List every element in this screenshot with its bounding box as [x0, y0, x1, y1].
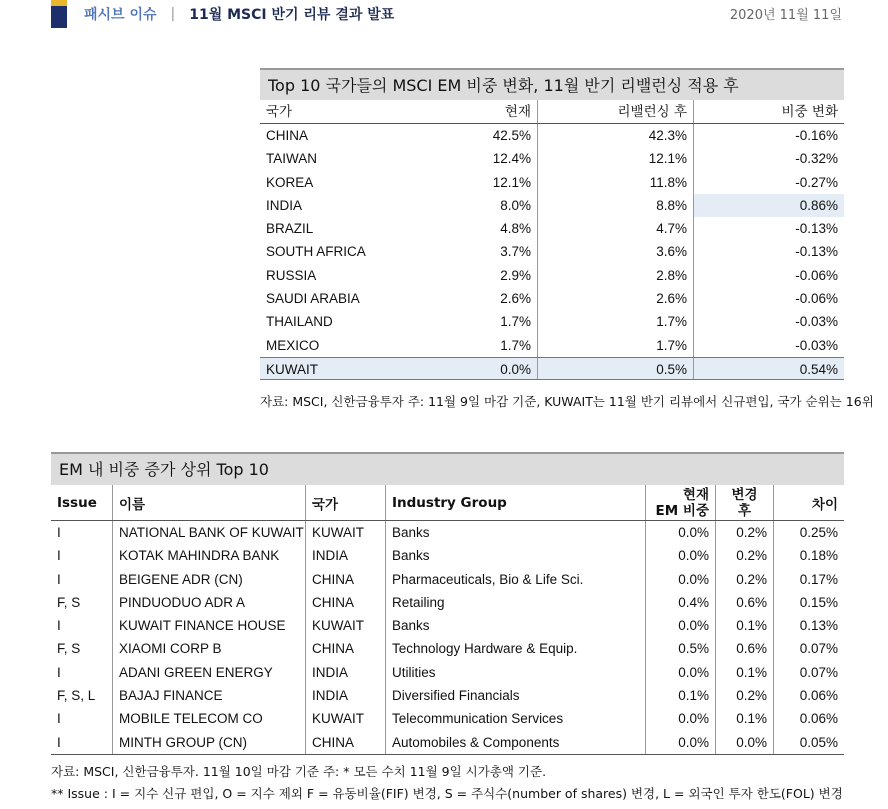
country-cell: INDIA	[306, 661, 386, 684]
issue-cell: I	[51, 568, 113, 591]
after-weight-cell: 0.0%	[716, 731, 774, 754]
country-cell: INDIA	[306, 544, 386, 567]
after-weight-cell: 1.7%	[538, 334, 694, 357]
table-row	[51, 637, 844, 660]
col-name: 이름	[113, 485, 306, 520]
current-weight-cell: 2.6%	[418, 287, 538, 310]
issue-cell: F, S	[51, 591, 113, 614]
report-title: 11월 MSCI 반기 리뷰 결과 발표	[189, 7, 395, 23]
country-weight-table	[260, 68, 844, 380]
country-cell: INDIA	[306, 684, 386, 707]
table-row	[51, 568, 844, 591]
diff-cell: 0.15%	[799, 594, 838, 610]
country-cell: RUSSIA	[266, 267, 317, 283]
current-weight-cell: 0.5%	[646, 637, 716, 660]
table-row	[260, 194, 844, 217]
table-row	[51, 521, 844, 544]
col-after-line1: 변경	[731, 486, 758, 503]
weight-change-cell: -0.13%	[795, 221, 838, 237]
table-row	[260, 147, 844, 170]
name-cell: BAJAJ FINANCE	[113, 684, 306, 707]
table-row	[260, 171, 844, 194]
weight-change-cell: 0.54%	[799, 361, 838, 377]
industry-cell: Telecommunication Services	[386, 707, 646, 730]
after-weight-cell: 0.6%	[716, 637, 774, 660]
top10-increase-table	[51, 452, 844, 755]
current-weight-cell: 0.1%	[646, 684, 716, 707]
current-weight-cell: 0.0%	[646, 661, 716, 684]
country-cell: BRAZIL	[266, 221, 314, 237]
current-weight-cell: 0.0%	[646, 521, 716, 544]
report-logo-mark	[51, 0, 67, 28]
country-cell: CHINA	[306, 568, 386, 591]
name-cell: PINDUODUO ADR A	[113, 591, 306, 614]
top10-table-issue-legend: ** Issue : I = 지수 신규 편입, O = 지수 제외 F = 유동비율(FIF) 변경, S = 주식수(number of shares) 변경, L = 외국인 투자 한도(FOL) 변경	[51, 786, 843, 801]
table-row	[260, 264, 844, 287]
issue-cell: I	[51, 614, 113, 637]
col-diff: 차이	[811, 496, 838, 513]
current-weight-cell: 42.5%	[418, 124, 538, 147]
country-weight-table-body	[260, 124, 844, 380]
after-weight-cell: 0.6%	[716, 591, 774, 614]
country-cell: THAILAND	[266, 314, 333, 330]
after-weight-cell: 11.8%	[538, 171, 694, 194]
current-weight-cell: 0.4%	[646, 591, 716, 614]
name-cell: XIAOMI CORP B	[113, 637, 306, 660]
industry-cell: Automobiles & Components	[386, 731, 646, 754]
country-cell: TAIWAN	[266, 151, 317, 167]
diff-cell: 0.17%	[799, 571, 838, 587]
top10-table-source-note: 자료: MSCI, 신한금융투자. 11월 10일 마감 기준 주: * 모든 수치 11월 9일 시가총액 기준.	[51, 764, 547, 779]
after-weight-cell: 0.1%	[716, 614, 774, 637]
table-row	[51, 684, 844, 707]
current-weight-cell: 0.0%	[646, 544, 716, 567]
weight-change-cell: -0.03%	[795, 314, 838, 330]
weight-change-cell: -0.03%	[795, 337, 838, 353]
table-row	[51, 544, 844, 567]
after-weight-cell: 12.1%	[538, 147, 694, 170]
report-date: 2020년 11월 11일	[729, 8, 842, 23]
table-row	[260, 310, 844, 333]
diff-cell: 0.13%	[799, 618, 838, 634]
after-weight-cell: 0.2%	[716, 684, 774, 707]
current-weight-cell: 3.7%	[418, 240, 538, 263]
col-current-line1: 현재	[682, 486, 709, 503]
col-change: 비중 변화	[781, 104, 838, 120]
after-weight-cell: 4.7%	[538, 217, 694, 240]
after-weight-cell: 2.6%	[538, 287, 694, 310]
top10-increase-table-title: EM 내 비중 증가 상위 Top 10	[51, 452, 844, 485]
diff-cell: 0.07%	[799, 664, 838, 680]
issue-cell: I	[51, 521, 113, 544]
table-row	[260, 240, 844, 263]
report-category: 패시브 이슈	[84, 7, 157, 23]
name-cell: BEIGENE ADR (CN)	[113, 568, 306, 591]
table-row	[51, 591, 844, 614]
after-weight-cell: 0.5%	[538, 358, 694, 379]
name-cell: NATIONAL BANK OF KUWAIT	[113, 521, 306, 544]
table-row	[260, 357, 844, 380]
name-cell: KOTAK MAHINDRA BANK	[113, 544, 306, 567]
diff-cell: 0.07%	[799, 641, 838, 657]
col-current: 현재	[418, 100, 538, 123]
after-weight-cell: 42.3%	[538, 124, 694, 147]
table-row	[260, 217, 844, 240]
issue-cell: I	[51, 544, 113, 567]
table-row	[260, 124, 844, 147]
after-weight-cell: 0.2%	[716, 521, 774, 544]
col-country: 국가	[306, 485, 386, 520]
name-cell: KUWAIT FINANCE HOUSE	[113, 614, 306, 637]
col-current-weight	[646, 485, 716, 520]
name-cell: MINTH GROUP (CN)	[113, 731, 306, 754]
country-cell: CHINA	[266, 128, 309, 143]
table-row	[51, 661, 844, 684]
country-weight-table-header	[260, 100, 844, 124]
industry-cell: Pharmaceuticals, Bio & Life Sci.	[386, 568, 646, 591]
weight-change-cell: -0.06%	[795, 291, 838, 307]
col-after-line2: 후	[737, 502, 752, 519]
weight-change-cell: -0.13%	[795, 244, 838, 260]
report-header	[84, 4, 394, 24]
industry-cell: Banks	[386, 614, 646, 637]
country-weight-table-title: Top 10 국가들의 MSCI EM 비중 변화, 11월 반기 리밸런싱 적용 후	[260, 68, 844, 100]
current-weight-cell: 0.0%	[646, 707, 716, 730]
top10-increase-table-body	[51, 521, 844, 755]
country-cell: CHINA	[306, 637, 386, 660]
country-cell: KOREA	[266, 174, 314, 190]
after-weight-cell: 0.1%	[716, 661, 774, 684]
col-issue: Issue	[51, 485, 113, 520]
col-after: 리밸런싱 후	[538, 100, 694, 123]
country-cell: CHINA	[306, 731, 386, 754]
country-cell: SOUTH AFRICA	[266, 244, 366, 260]
diff-cell: 0.25%	[799, 525, 838, 540]
weight-change-cell: -0.06%	[795, 267, 838, 283]
table-row	[51, 707, 844, 730]
issue-cell: F, S	[51, 637, 113, 660]
current-weight-cell: 0.0%	[646, 614, 716, 637]
after-weight-cell: 0.1%	[716, 707, 774, 730]
diff-cell: 0.18%	[799, 548, 838, 564]
industry-cell: Diversified Financials	[386, 684, 646, 707]
col-current-line2: EM 비중	[655, 502, 709, 519]
industry-cell: Banks	[386, 521, 646, 544]
country-cell: KUWAIT	[306, 614, 386, 637]
after-weight-cell: 0.2%	[716, 568, 774, 591]
country-cell: KUWAIT	[306, 707, 386, 730]
current-weight-cell: 1.7%	[418, 310, 538, 333]
col-country: 국가	[266, 104, 293, 120]
top10-increase-table-header	[51, 485, 844, 521]
current-weight-cell: 0.0%	[646, 731, 716, 754]
country-cell: KUWAIT	[306, 521, 386, 544]
current-weight-cell: 2.9%	[418, 264, 538, 287]
country-cell: MEXICO	[266, 337, 320, 353]
diff-cell: 0.05%	[799, 734, 838, 750]
table-row	[260, 287, 844, 310]
issue-cell: I	[51, 731, 113, 754]
industry-cell: Retailing	[386, 591, 646, 614]
industry-cell: Banks	[386, 544, 646, 567]
current-weight-cell: 8.0%	[418, 194, 538, 217]
country-cell: KUWAIT	[266, 361, 318, 377]
table-row	[260, 334, 844, 357]
issue-cell: I	[51, 707, 113, 730]
issue-cell: F, S, L	[51, 684, 113, 707]
col-industry: Industry Group	[386, 485, 646, 520]
country-cell: CHINA	[306, 591, 386, 614]
current-weight-cell: 1.7%	[418, 334, 538, 357]
country-cell: INDIA	[266, 197, 303, 213]
after-weight-cell: 2.8%	[538, 264, 694, 287]
country-weight-table-note: 자료: MSCI, 신한금융투자 주: 11월 9일 마감 기준, KUWAIT는 11월 반기 리뷰에서 신규편입, 국가 순위는 16위	[260, 394, 874, 409]
current-weight-cell: 0.0%	[646, 568, 716, 591]
country-cell: SAUDI ARABIA	[266, 291, 360, 307]
current-weight-cell: 0.0%	[418, 358, 538, 379]
industry-cell: Technology Hardware & Equip.	[386, 637, 646, 660]
name-cell: MOBILE TELECOM CO	[113, 707, 306, 730]
after-weight-cell: 8.8%	[538, 194, 694, 217]
after-weight-cell: 3.6%	[538, 240, 694, 263]
weight-change-cell: -0.16%	[795, 128, 838, 143]
diff-cell: 0.06%	[799, 688, 838, 704]
issue-cell: I	[51, 661, 113, 684]
weight-change-cell: 0.86%	[694, 194, 844, 217]
after-weight-cell: 0.2%	[716, 544, 774, 567]
weight-change-cell: -0.27%	[795, 174, 838, 190]
current-weight-cell: 12.4%	[418, 147, 538, 170]
diff-cell: 0.06%	[799, 711, 838, 727]
current-weight-cell: 12.1%	[418, 171, 538, 194]
after-weight-cell: 1.7%	[538, 310, 694, 333]
current-weight-cell: 4.8%	[418, 217, 538, 240]
name-cell: ADANI GREEN ENERGY	[113, 661, 306, 684]
col-after-weight	[716, 485, 774, 520]
table-row	[51, 731, 844, 754]
header-separator: |	[170, 6, 176, 22]
weight-change-cell: -0.32%	[795, 151, 838, 167]
table-row	[51, 614, 844, 637]
industry-cell: Utilities	[386, 661, 646, 684]
